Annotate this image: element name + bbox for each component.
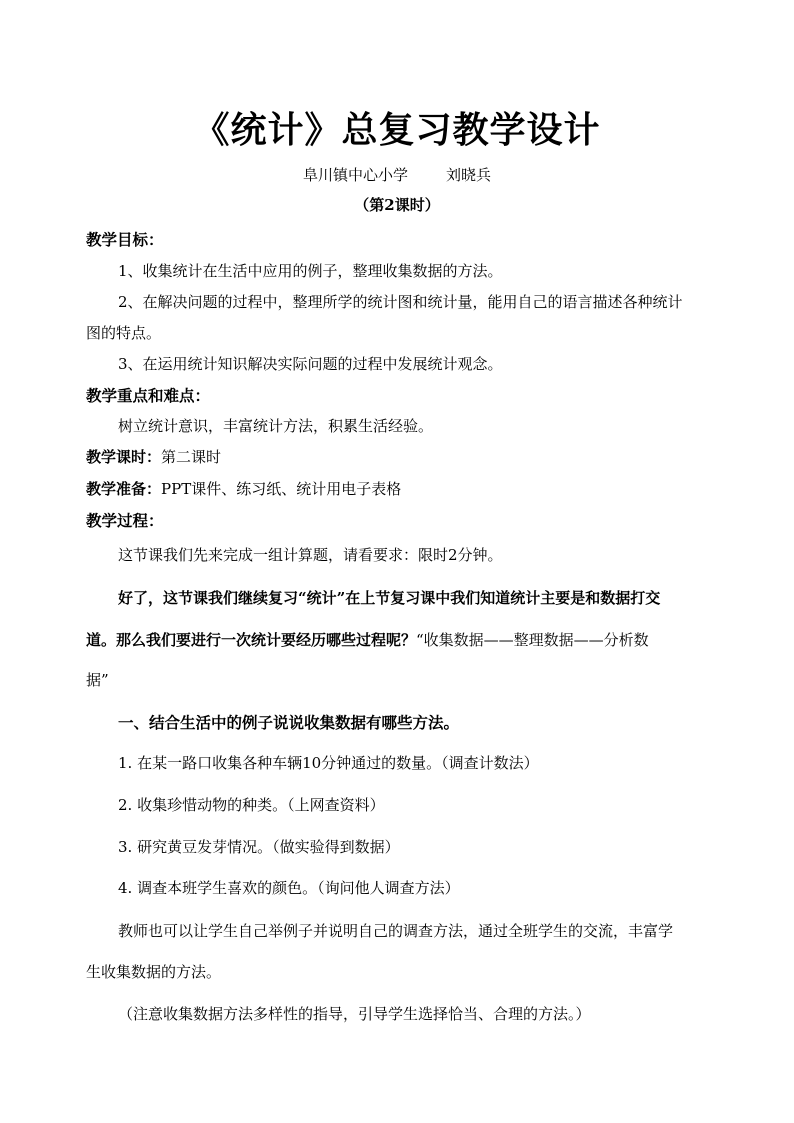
goals-heading: 教学目标： <box>86 230 164 249</box>
focus-heading: 教学重点和难点： <box>86 386 211 405</box>
process-bold-line-2: 道。那么我们要进行一次统计要经历哪些过程呢？ <box>86 631 417 649</box>
hours-label: 教学课时： <box>86 448 162 466</box>
example-2: 2. 收集珍惜动物的种类。（上网查资料） <box>118 796 385 814</box>
process-line-2-tail: “收集数据——整理数据——分析数 <box>416 631 649 649</box>
author-name: 刘晓兵 <box>446 166 492 184</box>
goal-item-1: 1、收集统计在生活中应用的例子，整理收集数据的方法。 <box>118 262 503 280</box>
prep-line <box>86 478 401 499</box>
process-intro: 这节课我们先来完成一组计算题，请看要求：限时2分钟。 <box>118 546 503 564</box>
hours-line <box>86 446 221 467</box>
process-line-2 <box>86 629 649 650</box>
process-bold-line-1: 好了，这节课我们继续复习“统计”在上节复习课中我们知道统计主要是和数据打交 <box>118 589 661 607</box>
author-line <box>0 164 794 185</box>
prep-value: PPT课件、练习纸、统计用电子表格 <box>161 480 402 498</box>
school-name: 阜川镇中心小学 <box>302 166 408 184</box>
example-3: 3. 研究黄豆发芽情况。（做实验得到数据） <box>118 838 400 856</box>
document-title: 《统计》总复习教学设计 <box>193 109 601 151</box>
teacher-line-1: 教师也可以让学生自己举例子并说明自己的调查方法，通过全班学生的交流，丰富学 <box>118 922 674 940</box>
goal-item-2-line-1: 2、在解决问题的过程中，整理所学的统计图和统计量，能用自己的语言描述各种统计 <box>118 293 683 311</box>
prep-label: 教学准备： <box>86 480 162 498</box>
process-line-3: 据” <box>86 671 109 689</box>
method-note: （注意收集数据方法多样性的指导，引导学生选择恰当、合理的方法。） <box>118 1005 591 1023</box>
example-4: 4. 调查本班学生喜欢的颜色。（询问他人调查方法） <box>118 879 460 897</box>
process-heading: 教学过程： <box>86 511 164 530</box>
focus-text: 树立统计意识，丰富统计方法，积累生活经验。 <box>118 417 434 435</box>
example-1: 1. 在某一路口收集各种车辆10分钟通过的数量。（调查计数法） <box>118 754 539 772</box>
goal-item-3: 3、在运用统计知识解决实际问题的过程中发展统计观念。 <box>118 355 503 373</box>
teacher-line-2: 生收集数据的方法。 <box>86 963 222 981</box>
lesson-period: （第2课时） <box>354 196 440 214</box>
section-1-heading: 一、结合生活中的例子说说收集数据有哪些方法。 <box>118 713 460 732</box>
goal-item-2-line-2: 图的特点。 <box>86 324 162 342</box>
hours-value: 第二课时 <box>161 448 222 466</box>
